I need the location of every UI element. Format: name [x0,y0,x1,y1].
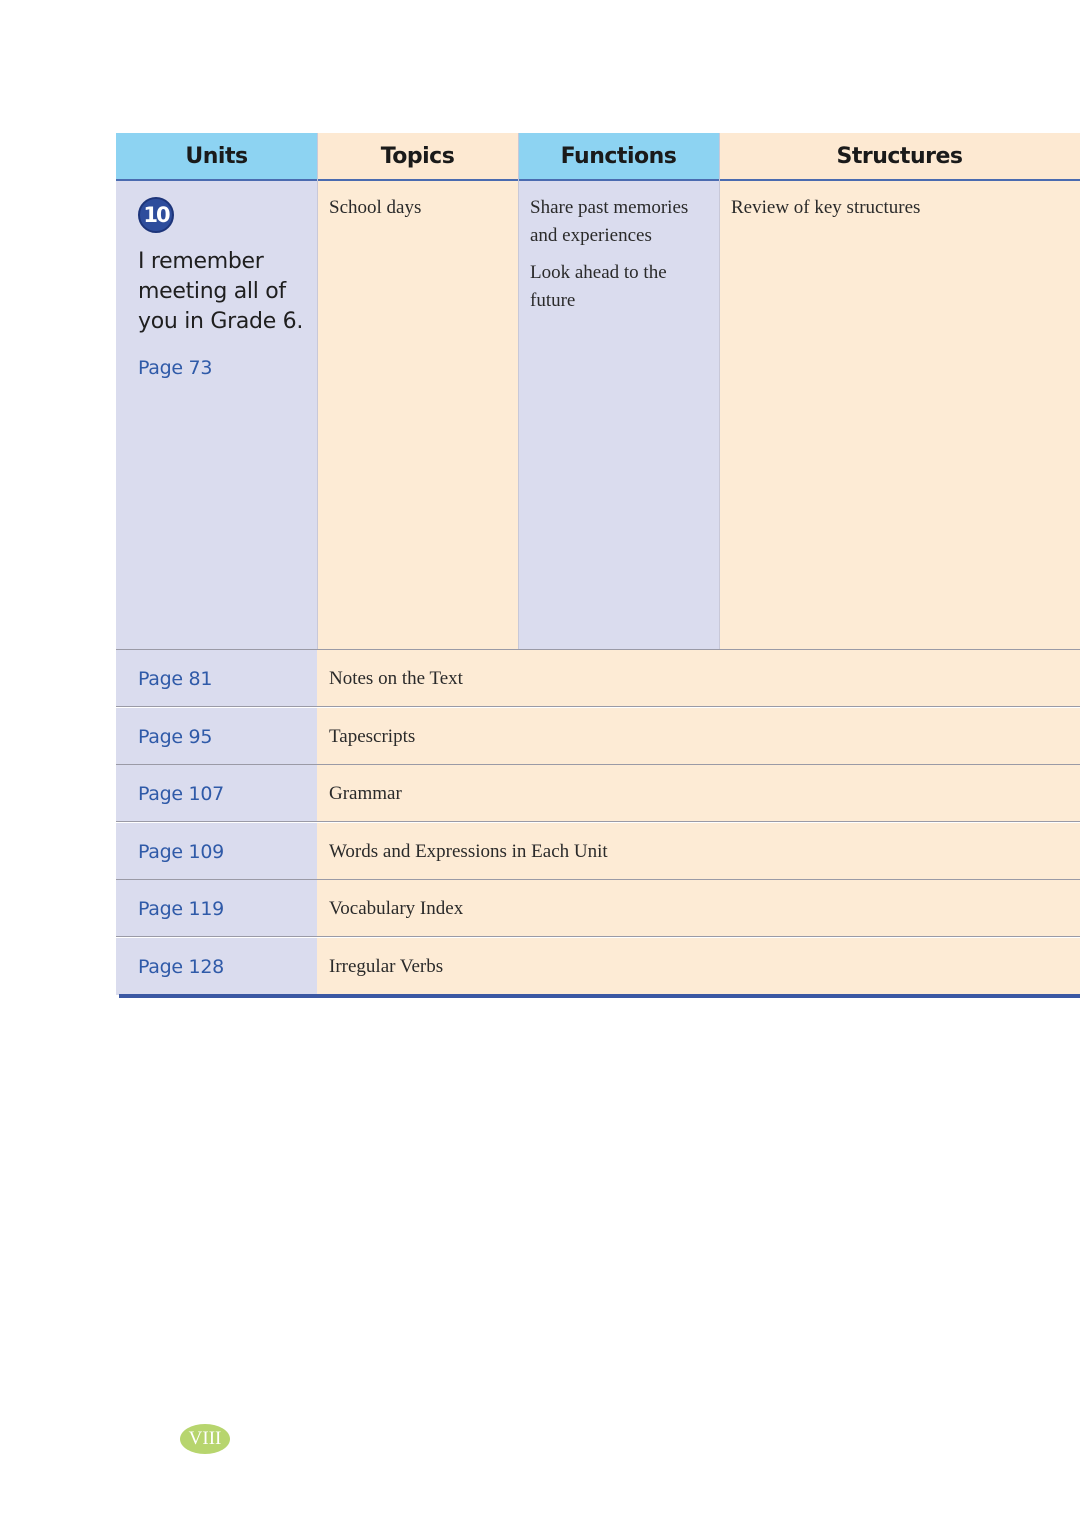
structures-cell [719,181,1080,650]
unit-number-badge: 10 [138,197,174,233]
row-separator [116,706,1080,707]
page-link[interactable]: Page 95 [138,725,213,748]
page-link[interactable]: Page 107 [138,782,224,805]
function-item: Look ahead to the future [530,262,667,311]
table-row [116,880,1080,937]
column-divider [719,133,720,650]
row-separator [116,821,1080,822]
table-row [116,823,1080,880]
row-separator [116,936,1080,937]
header-units: Units [116,133,317,181]
page-link[interactable]: Page 109 [138,840,224,863]
section-title: Vocabulary Index [329,897,464,919]
page-link[interactable]: Page 128 [138,955,224,978]
contents-table [116,133,1080,999]
page-link[interactable]: Page 81 [138,667,213,690]
unit-page-link[interactable]: Page 73 [138,357,213,379]
section-title: Notes on the Text [329,667,463,689]
function-item: Share past memories and experiences [530,197,689,246]
functions-cell [518,181,719,650]
page-link[interactable]: Page 119 [138,897,224,920]
topic-cell [317,181,518,650]
table-row [116,708,1080,765]
bottom-rule [119,994,1080,998]
header-structures: Structures [719,133,1080,181]
page-number-badge: VIII [180,1424,230,1454]
section-title: Grammar [329,782,402,804]
column-divider [317,133,318,650]
topic-text: School days [329,197,422,218]
table-row [116,650,1080,707]
structures-text: Review of key structures [731,197,921,218]
table-row [116,765,1080,822]
table-row [116,938,1080,995]
unit-cell [116,181,317,650]
header-functions: Functions [518,133,719,181]
section-title: Irregular Verbs [329,955,444,977]
header-topics: Topics [317,133,518,181]
section-title: Tapescripts [329,725,416,747]
unit-title: I remember meeting all of you in Grade 6. [138,249,304,334]
column-divider [518,133,519,650]
section-title: Words and Expressions in Each Unit [329,840,608,862]
